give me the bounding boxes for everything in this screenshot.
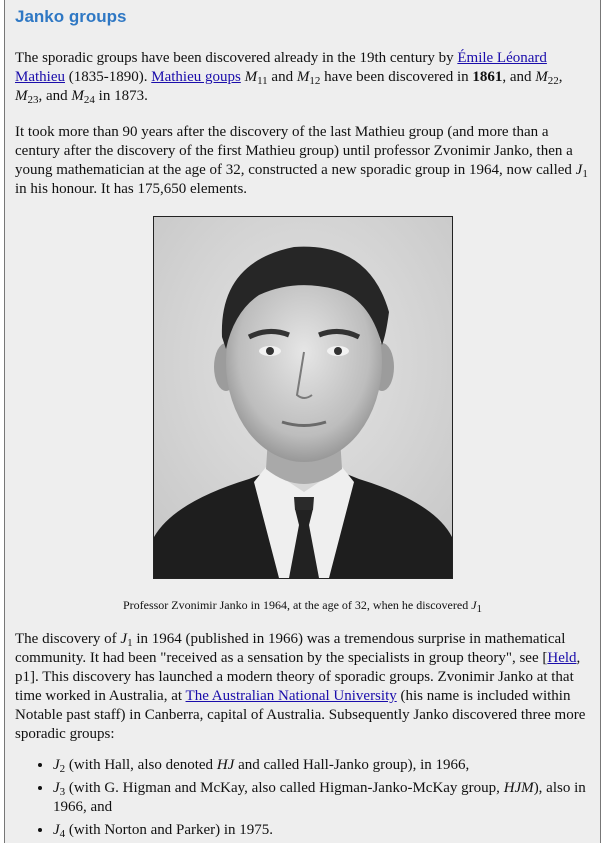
- text: have been discovered in: [320, 69, 473, 85]
- math-symbol: [53, 780, 65, 796]
- group-abbreviation: HJ: [216, 757, 235, 773]
- text: , and: [38, 88, 72, 104]
- math-subscript: 24: [83, 94, 95, 106]
- link-anu[interactable]: The Australian National University: [185, 688, 397, 704]
- math-symbol: [71, 88, 95, 104]
- portrait-image: [154, 217, 452, 578]
- list-item: [53, 756, 590, 775]
- text: It took more than 90 years after the discovery of the last Mathieu group (and more than a century after the discovery of the first Mathieu group) until professor Zvonimir Janko, then a young mathematician at the age of 32, constructed a new sporadic group in 1964, now called: [15, 124, 576, 178]
- text: ,: [558, 69, 563, 85]
- math-subscript: 4: [59, 828, 66, 840]
- math-subscript: 22: [547, 75, 559, 87]
- janko-groups-list: [15, 756, 590, 840]
- discovery-paragraph: [15, 630, 590, 744]
- page-title: Janko groups: [15, 7, 127, 26]
- link-mathieu-groups[interactable]: Mathieu goups: [151, 69, 241, 85]
- math-letter: J: [53, 780, 60, 796]
- portrait-caption: [15, 598, 590, 613]
- text: (with Norton and Parker) in 1975.: [65, 822, 274, 838]
- math-letter: M: [71, 88, 84, 104]
- math-symbol: [576, 162, 588, 178]
- math-subscript: 23: [27, 94, 39, 106]
- math-symbol: [53, 757, 65, 773]
- math-symbol: [535, 69, 559, 85]
- math-letter: M: [535, 69, 548, 85]
- math-symbol: [297, 69, 321, 85]
- text: in 1873.: [94, 88, 148, 104]
- text: (with Hall, also denoted: [65, 757, 217, 773]
- group-abbreviation: HJM: [503, 780, 534, 796]
- math-subscript: 1: [127, 637, 133, 649]
- math-subscript: 3: [59, 786, 66, 798]
- math-letter: M: [15, 88, 28, 104]
- text: Professor Zvonimir Janko in 1964, at the age of 32, when he discovered: [122, 598, 472, 612]
- math-symbol: [245, 69, 268, 85]
- text: , p1]. This discovery has launched a modern theory of sporadic groups. Zvonimir Janko at that time worked in Australia, at: [15, 650, 581, 704]
- math-letter: M: [296, 69, 310, 85]
- text: and called Hall-Janko group), in 1966,: [234, 757, 470, 773]
- list-item: [53, 821, 590, 840]
- math-subscript: 1: [582, 168, 588, 180]
- math-letter: J: [471, 598, 477, 612]
- math-subscript: 1: [476, 603, 483, 615]
- math-symbol: [53, 822, 65, 838]
- year-bold: 1861: [472, 69, 503, 85]
- math-subscript: 12: [309, 75, 321, 87]
- math-symbol: [120, 631, 132, 647]
- content-panel: [4, 0, 601, 843]
- text: The discovery of: [15, 631, 121, 647]
- text: ), also in 1966, and: [53, 780, 586, 815]
- portrait-figure: [15, 216, 590, 583]
- text: (his name is included within Notable past staff) in Canberra, capital of Australia. Subsequently Janko discovered three more sporadic groups:: [15, 688, 586, 742]
- text: (with G. Higman and McKay, also called Higman-Janko-McKay group,: [65, 780, 504, 796]
- math-letter: J: [120, 631, 128, 647]
- math-letter: J: [575, 162, 583, 178]
- list-item: [53, 779, 590, 817]
- text: (1835-1890).: [65, 69, 152, 85]
- text: in 1964 (published in 1966) was a tremendous surprise in mathematical community. It had been "received as a sensation by the specialists in group theory", see [: [15, 631, 566, 666]
- text: The sporadic groups have been discovered already in the 19th century by: [15, 50, 458, 66]
- history-paragraph: [15, 123, 590, 199]
- text: in his honour. It has 175,650 elements.: [15, 181, 248, 197]
- math-subscript: 11: [257, 75, 268, 87]
- text: , and: [502, 69, 536, 85]
- math-letter: M: [244, 69, 258, 85]
- math-subscript: 2: [59, 763, 66, 775]
- math-letter: J: [53, 757, 60, 773]
- text: and: [267, 69, 297, 85]
- math-symbol: [471, 598, 483, 615]
- math-letter: J: [53, 822, 60, 838]
- link-held[interactable]: Held: [547, 650, 577, 666]
- math-symbol: [15, 88, 39, 104]
- portrait-photo: [153, 216, 453, 579]
- link-mathieu[interactable]: Émile Léonard Mathieu: [15, 50, 547, 85]
- intro-paragraph: [15, 49, 590, 106]
